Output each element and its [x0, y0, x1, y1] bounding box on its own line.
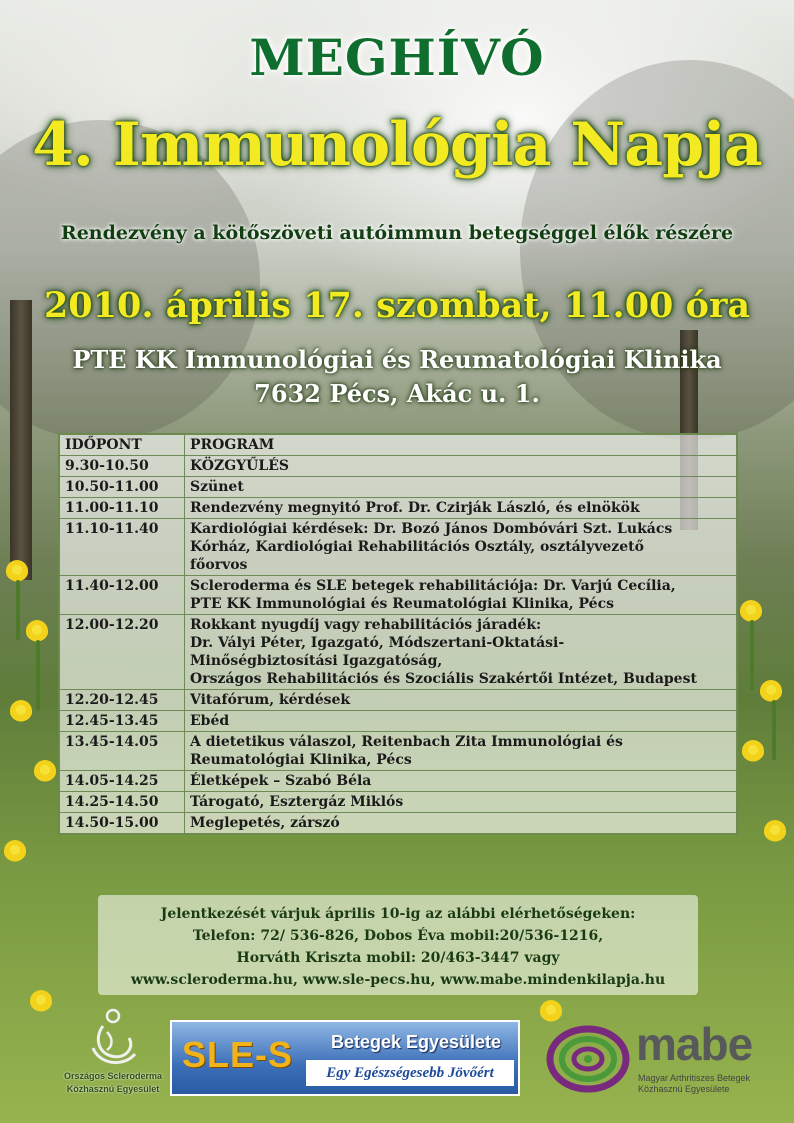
- program-line: Reumatológiai Klinika, Pécs: [190, 752, 412, 768]
- venue-name: PTE KK Immunológiai és Reumatológiai Klinika: [72, 345, 722, 374]
- program-time: 11.10-11.40: [60, 519, 185, 576]
- sle-mark: SLE-S: [182, 1034, 294, 1075]
- program-time: 9.30-10.50: [60, 456, 185, 477]
- event-title: 4. Immunológia Napja: [32, 110, 762, 180]
- program-description: [185, 813, 737, 834]
- program-line: Tárogató, Esztergáz Miklós: [190, 794, 404, 810]
- program-line: Minőségbiztosítási Igazgatóság,: [190, 653, 443, 669]
- contact-intro: Jelentkezését várjuk április 10-ig az alábbi elérhetőségeken:: [160, 906, 636, 922]
- program-time: 12.45-13.45: [60, 711, 185, 732]
- program-line: Meglepetés, zárszó: [190, 815, 340, 831]
- program-description: [185, 456, 737, 477]
- scleroderma-logo: [48, 1000, 178, 1115]
- table-row: [60, 576, 737, 615]
- program-time: 14.05-14.25: [60, 771, 185, 792]
- program-line: Kardiológiai kérdések: Dr. Bozó János Dombóvári Szt. Lukács: [190, 521, 673, 537]
- program-description: [185, 771, 737, 792]
- program-description: [185, 732, 737, 771]
- program-table: [58, 433, 738, 835]
- contact-websites: www.scleroderma.hu, www.sle-pecs.hu, www.mabe.mindenkilapja.hu: [130, 972, 666, 988]
- program-time: 12.00-12.20: [60, 615, 185, 690]
- program-line: Vitafórum, kérdések: [190, 692, 351, 708]
- table-row: [60, 771, 737, 792]
- program-line: Ebéd: [190, 713, 230, 729]
- program-line: A dietetikus válaszol, Reitenbach Zita Immunológiai és: [190, 734, 623, 750]
- program-description: [185, 519, 737, 576]
- table-row: [60, 732, 737, 771]
- daffodil: [764, 820, 786, 842]
- sle-motto: Egy Egészségesebb Jövőért: [306, 1060, 514, 1086]
- daffodil: [6, 560, 28, 582]
- program-line: Rendezvény megnyitó Prof. Dr. Czirják László, és elnökök: [190, 500, 640, 516]
- event-subtitle: Rendezvény a kötőszöveti autóimmun betegséggel élők részére: [60, 222, 734, 244]
- leaf: [16, 580, 20, 640]
- contact-phone: Telefon: 72/ 536-826, Dobos Éva mobil:20/536-1216,: [192, 928, 604, 944]
- program-description: [185, 615, 737, 690]
- mabe-wordmark: mabe: [636, 1018, 753, 1070]
- program-line: Dr. Vályi Péter, Igazgató, Módszertani-Oktatási-: [190, 635, 565, 651]
- table-row: [60, 792, 737, 813]
- program-time: 14.25-14.50: [60, 792, 185, 813]
- program-line: Scleroderma és SLE betegek rehabilitációja: Dr. Varjú Cecília,: [190, 578, 676, 594]
- program-line: Szünet: [190, 479, 244, 495]
- leaf: [750, 620, 754, 690]
- scleroderma-name-line2: Közhasznú Egyesület: [66, 1084, 160, 1094]
- venue: [0, 343, 794, 411]
- leaf: [36, 640, 40, 710]
- program-time: 11.40-12.00: [60, 576, 185, 615]
- program-line: Rokkant nyugdíj vagy rehabilitációs járadék:: [190, 617, 542, 633]
- mabe-fullname-line1: Magyar Arthritiszes Betegek: [638, 1073, 751, 1083]
- contact-mobile: Horváth Kriszta mobil: 20/463-3447 vagy: [236, 950, 560, 966]
- mabe-fullname-line2: Közhasznú Egyesülete: [638, 1084, 730, 1094]
- program-time: 11.00-11.10: [60, 498, 185, 519]
- table-row: [60, 477, 737, 498]
- program-time: 14.50-15.00: [60, 813, 185, 834]
- table-row: [60, 711, 737, 732]
- program-line: főorvos: [190, 557, 248, 573]
- table-header-row: [60, 435, 737, 456]
- program-time: 12.20-12.45: [60, 690, 185, 711]
- mabe-fullname: [638, 1073, 768, 1095]
- program-description: [185, 792, 737, 813]
- program-line: Kórház, Kardiológiai Rehabilitációs Osztály, osztályvezető: [190, 539, 644, 555]
- daffodil: [4, 840, 26, 862]
- program-description: [185, 477, 737, 498]
- daffodil: [760, 680, 782, 702]
- sle-logo: [170, 1020, 520, 1096]
- daffodil: [34, 760, 56, 782]
- tree-trunk-left: [10, 300, 32, 580]
- table-row: [60, 519, 737, 576]
- program-line: KÖZGYŰLÉS: [190, 458, 289, 474]
- program-description: [185, 576, 737, 615]
- scleroderma-name-line1: Országos Scleroderma: [63, 1071, 163, 1081]
- mabe-logo: [540, 1015, 765, 1115]
- table-row: [60, 456, 737, 477]
- event-date: 2010. április 17. szombat, 11.00 óra: [43, 285, 751, 326]
- program-description: [185, 498, 737, 519]
- program-time: 13.45-14.05: [60, 732, 185, 771]
- daffodil: [742, 740, 764, 762]
- program-description: [185, 690, 737, 711]
- program-line: Életképek – Szabó Béla: [190, 773, 372, 789]
- column-header-time: IDŐPONT: [60, 435, 185, 456]
- table-row: [60, 498, 737, 519]
- mabe-swirl-icon: [546, 1023, 630, 1095]
- daffodil: [10, 700, 32, 722]
- table-row: [60, 813, 737, 834]
- program-time: 10.50-11.00: [60, 477, 185, 498]
- column-header-program: PROGRAM: [185, 435, 737, 456]
- table-row: [60, 615, 737, 690]
- contact-box: [98, 895, 698, 995]
- leaf: [772, 700, 776, 760]
- scleroderma-emblem-icon: [83, 1008, 143, 1070]
- invitation-heading: MEGHÍVÓ: [249, 28, 545, 87]
- daffodil: [740, 600, 762, 622]
- program-description: [185, 711, 737, 732]
- daffodil: [26, 620, 48, 642]
- program-line: Országos Rehabilitációs és Szociális Szakértői Intézet, Budapest: [190, 671, 697, 687]
- program-line: PTE KK Immunológiai és Reumatológiai Klinika, Pécs: [190, 596, 614, 612]
- venue-address: 7632 Pécs, Akác u. 1.: [254, 379, 540, 408]
- table-row: [60, 690, 737, 711]
- sle-name: Betegek Egyesülete: [330, 1032, 502, 1052]
